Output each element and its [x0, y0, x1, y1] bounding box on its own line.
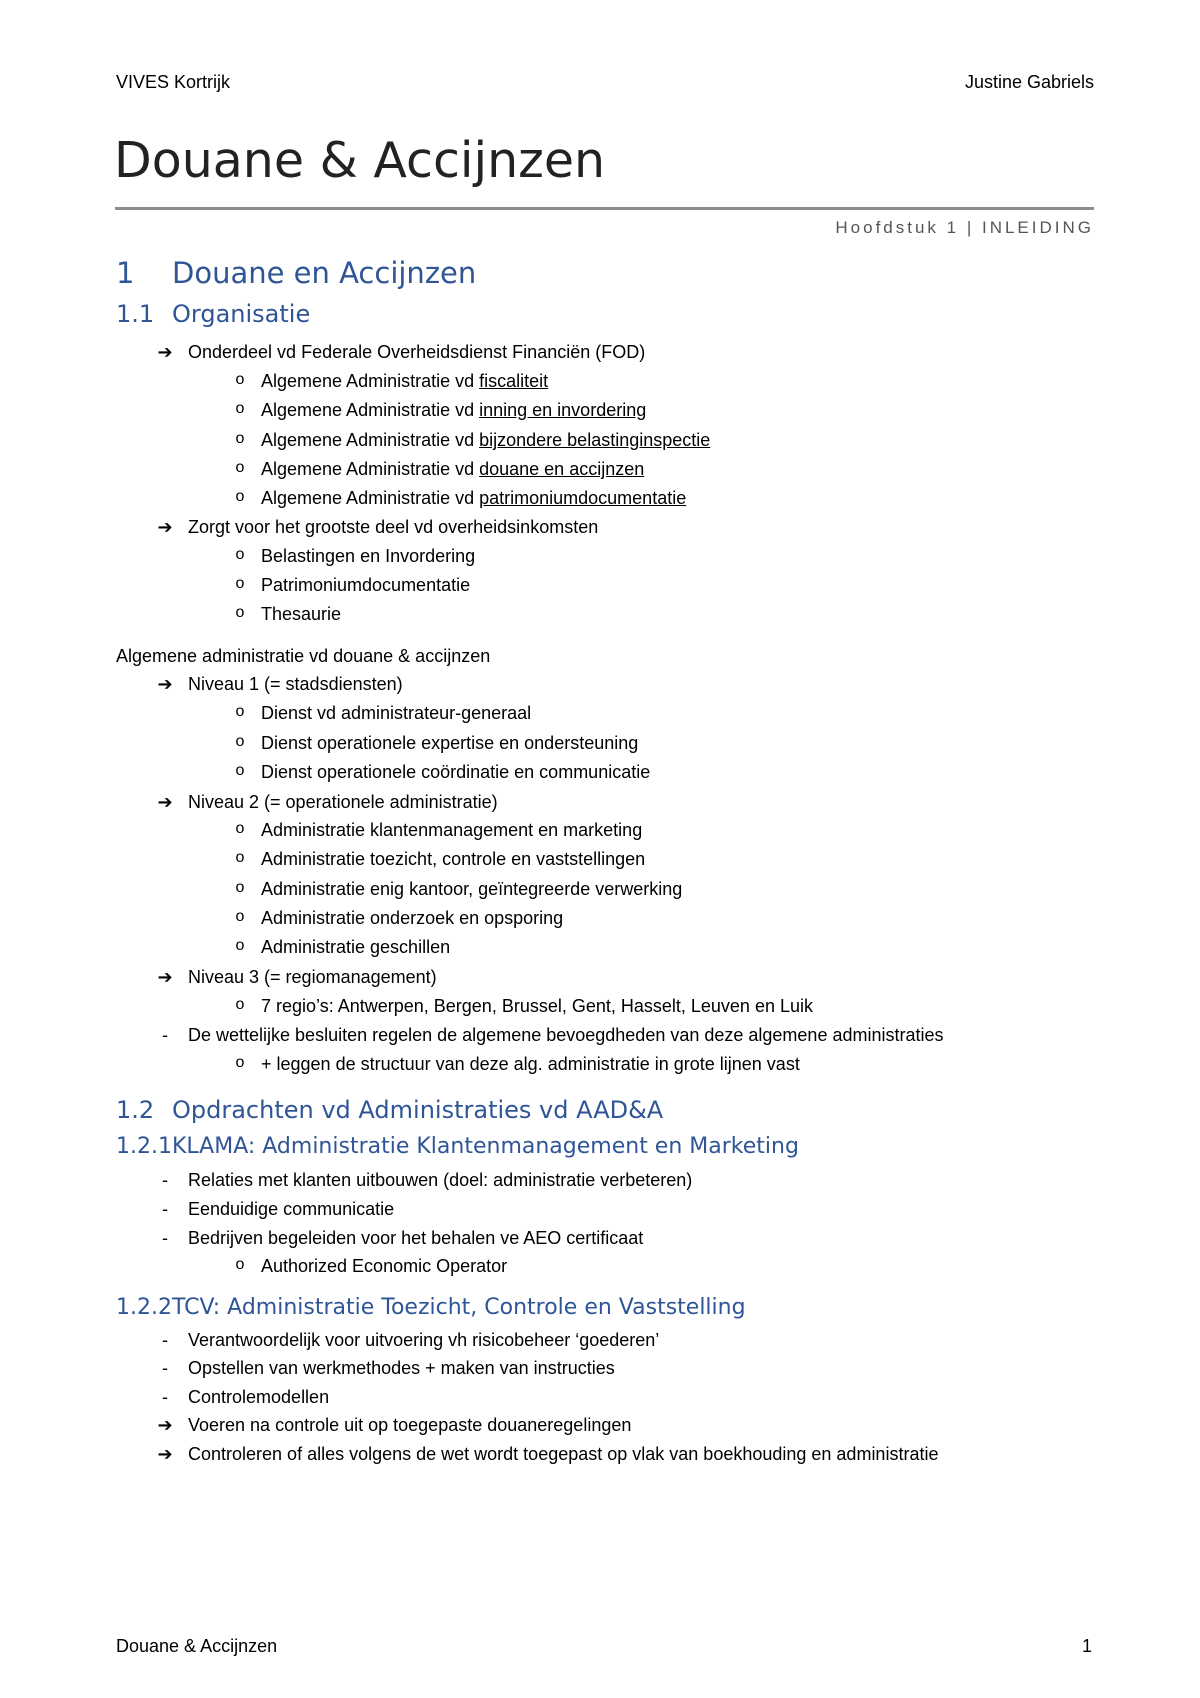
circle-bullet-icon: o	[235, 546, 245, 563]
arrow-bullet-icon: ➔	[157, 967, 173, 987]
list-item: o Administratie klantenmanagement en marketing	[261, 820, 642, 841]
list-item: o Dienst operationele coördinatie en communicatie	[261, 762, 650, 783]
circle-bullet-icon: o	[235, 908, 245, 925]
dash-bullet-icon: -	[162, 1228, 168, 1248]
list-item: o Dienst operationele expertise en ondersteuning	[261, 733, 638, 754]
list-item: o Administratie onderzoek en opsporing	[261, 908, 563, 929]
list-item: o Belastingen en Invordering	[261, 546, 475, 567]
circle-bullet-icon: o	[235, 575, 245, 592]
list-item: ➔ Controleren of alles volgens de wet wordt toegepast op vlak van boekhouding en administratie	[188, 1444, 938, 1465]
dash-bullet-icon: -	[162, 1025, 168, 1045]
dash-bullet-icon: -	[162, 1170, 168, 1190]
footer-title: Douane & Accijnzen	[116, 1636, 278, 1656]
circle-bullet-icon: o	[235, 996, 245, 1013]
circle-bullet-icon: o	[235, 400, 245, 417]
circle-bullet-icon: o	[235, 488, 245, 505]
list-item: o Algemene Administratie vd douane en accijnzen	[261, 459, 644, 480]
paragraph: Algemene administratie vd douane & accijnzen	[116, 646, 491, 666]
circle-bullet-icon: o	[235, 1256, 245, 1273]
dash-bullet-icon: -	[162, 1358, 168, 1378]
list-item: o Administratie geschillen	[261, 937, 450, 958]
list-item: ➔ Niveau 1 (= stadsdiensten)	[188, 674, 403, 695]
list-item: o Patrimoniumdocumentatie	[261, 575, 470, 596]
arrow-bullet-icon: ➔	[157, 517, 173, 537]
circle-bullet-icon: o	[235, 703, 245, 720]
heading-number: 1.2	[116, 1096, 155, 1124]
list-item: o Authorized Economic Operator	[261, 1256, 507, 1277]
list-item: ➔ Voeren na controle uit op toegepaste douaneregelingen	[188, 1415, 631, 1436]
circle-bullet-icon: o	[235, 430, 245, 447]
list-item: o Thesaurie	[261, 604, 341, 625]
heading-1-2	[116, 1096, 663, 1124]
document-title: Douane & Accijnzen	[114, 132, 606, 189]
circle-bullet-icon: o	[235, 879, 245, 896]
circle-bullet-icon: o	[235, 762, 245, 779]
list-item: - Verantwoordelijk voor uitvoering vh risicobeheer ‘goederen’	[188, 1330, 659, 1351]
list-item: ➔ Niveau 2 (= operationele administratie)	[188, 792, 498, 813]
dash-bullet-icon: -	[162, 1199, 168, 1219]
list-item: o Dienst vd administrateur-generaal	[261, 703, 531, 724]
heading-1-1	[116, 300, 310, 328]
heading-text: Opdrachten vd Administraties vd AAD&A	[172, 1096, 664, 1124]
header-author: Justine Gabriels	[964, 72, 1094, 92]
header-institution: VIVES Kortrijk	[116, 72, 231, 92]
dash-bullet-icon: -	[162, 1387, 168, 1407]
list-item: - Opstellen van werkmethodes + maken van instructies	[188, 1358, 615, 1379]
page-number: 1	[1081, 1636, 1092, 1656]
circle-bullet-icon: o	[235, 733, 245, 750]
circle-bullet-icon: o	[235, 604, 245, 621]
circle-bullet-icon: o	[235, 937, 245, 954]
circle-bullet-icon: o	[235, 459, 245, 476]
list-item: - Bedrijven begeleiden voor het behalen ve AEO certificaat	[188, 1228, 643, 1249]
arrow-bullet-icon: ➔	[157, 674, 173, 694]
heading-text: Organisatie	[172, 300, 311, 328]
circle-bullet-icon: o	[235, 820, 245, 837]
circle-bullet-icon: o	[235, 1054, 245, 1071]
circle-bullet-icon: o	[235, 371, 245, 388]
list-item: o + leggen de structuur van deze alg. administratie in grote lijnen vast	[261, 1054, 800, 1075]
list-item: - Relaties met klanten uitbouwen (doel: administratie verbeteren)	[188, 1170, 692, 1191]
list-item: ➔ Niveau 3 (= regiomanagement)	[188, 967, 437, 988]
heading-1-2-2: 1.2.2TCV: Administratie Toezicht, Controle en Vaststelling	[116, 1295, 746, 1320]
arrow-bullet-icon: ➔	[157, 1444, 173, 1464]
list-item: - De wettelijke besluiten regelen de algemene bevoegdheden van deze algemene administraties	[188, 1025, 944, 1046]
list-item: o Algemene Administratie vd bijzondere belastinginspectie	[261, 430, 710, 451]
heading-number: 1	[116, 256, 135, 290]
circle-bullet-icon: o	[235, 849, 245, 866]
list-item: ➔ Zorgt voor het grootste deel vd overheidsinkomsten	[188, 517, 598, 538]
list-item: o Algemene Administratie vd patrimoniumdocumentatie	[261, 488, 686, 509]
list-item: o Administratie enig kantoor, geïntegreerde verwerking	[261, 879, 682, 900]
list-item: o Administratie toezicht, controle en vaststellingen	[261, 849, 645, 870]
title-divider	[115, 207, 1094, 210]
heading-1-2-1: 1.2.1KLAMA: Administratie Klantenmanagement en Marketing	[116, 1134, 799, 1159]
arrow-bullet-icon: ➔	[157, 792, 173, 812]
heading-1	[116, 256, 476, 290]
heading-text: Douane en Accijnzen	[172, 256, 477, 290]
list-item: o 7 regio’s: Antwerpen, Bergen, Brussel, Gent, Hasselt, Leuven en Luik	[261, 996, 813, 1017]
list-item: - Eenduidige communicatie	[188, 1199, 394, 1220]
arrow-bullet-icon: ➔	[157, 1415, 173, 1435]
list-item: - Controlemodellen	[188, 1387, 329, 1408]
list-item: o Algemene Administratie vd fiscaliteit	[261, 371, 548, 392]
list-item: o Algemene Administratie vd inning en invordering	[261, 400, 646, 421]
heading-number: 1.1	[116, 300, 155, 328]
dash-bullet-icon: -	[162, 1330, 168, 1350]
list-item: ➔ Onderdeel vd Federale Overheidsdienst Financiën (FOD)	[188, 342, 645, 363]
chapter-label: Hoofdstuk 1 | INLEIDING	[835, 218, 1094, 237]
arrow-bullet-icon: ➔	[157, 342, 173, 362]
